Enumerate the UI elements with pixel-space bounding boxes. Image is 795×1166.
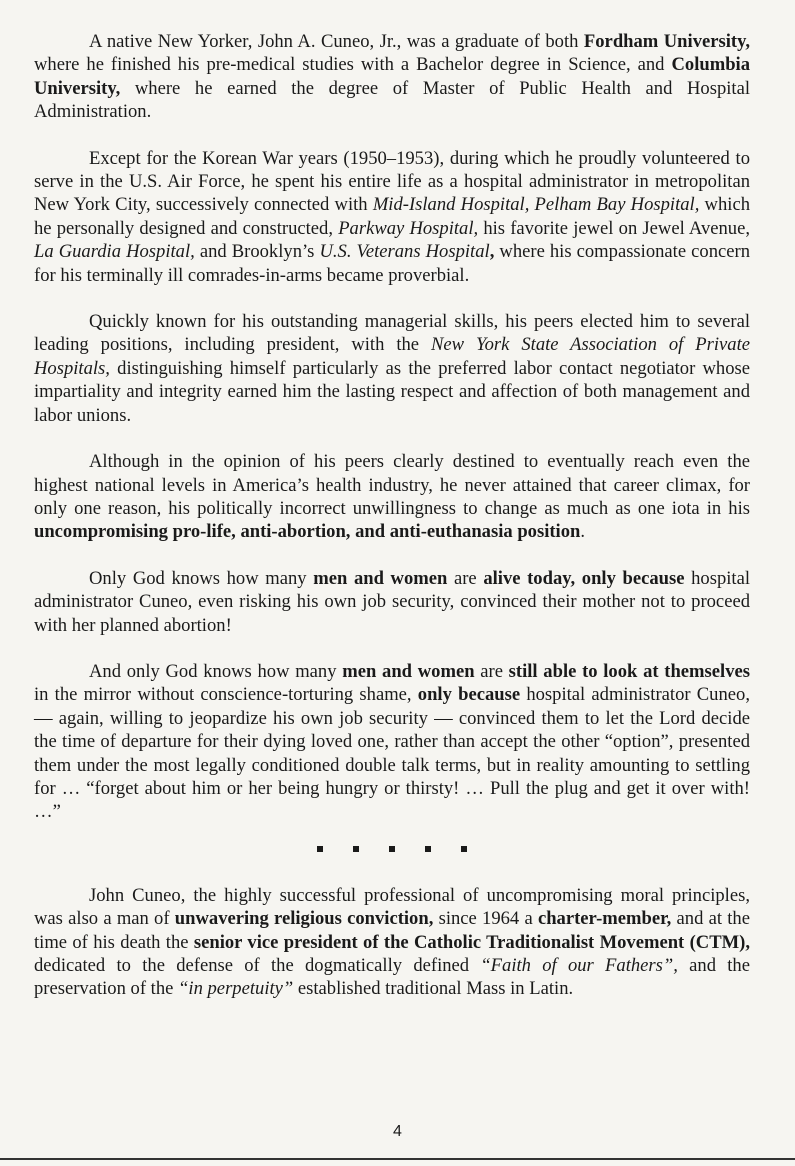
- paragraph-4: [34, 450, 750, 544]
- paragraph-1: [34, 30, 750, 124]
- text-run: John Cuneo, the highly successful professional of uncompromising moral principles, was also a man of: [34, 884, 750, 930]
- text-run: and the preservation of the: [34, 955, 750, 1000]
- text-run: which he personally designed and constructed,: [34, 194, 750, 239]
- bottom-rule: [0, 1158, 795, 1160]
- text-run: and Brooklyn’s: [194, 241, 320, 263]
- text-run: Fordham University,: [583, 31, 751, 52]
- text-run: U.S. Veterans Hospital: [319, 241, 490, 263]
- text-run: where he finished his pre-medical studies with a Bachelor degree in Science, and: [34, 54, 672, 76]
- section-separator: [34, 842, 750, 856]
- text-run: “Faith of our Fathers”,: [480, 955, 678, 976]
- text-run: La Guardia Hospital,: [34, 241, 195, 263]
- text-run: Except for the Korean War years (1950–1953), during which he proudly volunteered to serve in the U.S. Air Force, he spent his entire life as a hospital administrator in metropolitan New York City, successively connected with: [34, 147, 750, 216]
- text-run: established traditional Mass in Latin.: [293, 978, 574, 1000]
- text-run: men and women: [342, 660, 475, 682]
- text-run: Quickly known for his outstanding managerial skills, his peers elected him to several leading positions, including president, with the: [34, 311, 750, 356]
- text-run: still able to look at themselves: [508, 660, 750, 682]
- separator-square: [317, 846, 323, 852]
- text-run: distinguishing himself particularly as the preferred labor contact negotiator whose impartiality and integrity earned him the lasting respect and affection of both management and labor unions.: [34, 357, 750, 426]
- text-run: New York State Association of Private Hospitals,: [34, 334, 750, 379]
- text-run: Parkway Hospital,: [338, 217, 479, 239]
- text-run: charter-member,: [537, 908, 672, 930]
- text-run: senior vice president of the Catholic Traditionalist Movement (CTM),: [193, 931, 750, 953]
- text-run: Although in the opinion of his peers clearly destined to eventually reach even the highest national levels in America’s health industry, he never attained that career climax, for only one reason, his politically incorrect unwillingness to change as much as one iota in his: [34, 451, 750, 519]
- text-run: unwavering religious conviction,: [174, 908, 434, 930]
- paragraph-3: [34, 310, 750, 427]
- paragraph-5: [34, 567, 750, 637]
- text-run: men and women: [313, 567, 448, 589]
- separator-square: [425, 846, 431, 852]
- paragraph-2: [34, 147, 750, 287]
- text-run: dedicated to the defense of the dogmatically defined: [34, 955, 481, 976]
- paragraph-6: [34, 660, 750, 824]
- text-run: ,: [489, 241, 495, 263]
- text-run: “in perpetuity”: [178, 978, 294, 1000]
- text-run: alive today, only because: [483, 567, 685, 589]
- text-run: Mid-Island Hospital, Pelham Bay Hospital,: [372, 194, 700, 216]
- text-run: are: [447, 567, 484, 589]
- paragraph-7: [34, 884, 750, 1001]
- separator-square: [353, 846, 359, 852]
- text-run: and at the time of his death the: [34, 908, 750, 953]
- text-run: are: [474, 660, 509, 682]
- text-run: in the mirror without conscience-torturing shame,: [34, 684, 418, 706]
- text-run: hospital administrator Cuneo, — again, willing to jeopardize his own job security — convinced them to let the Lord decide the time of departure for their dying loved one, rather than accept the other “option”, presented them under the most legally conditioned double talk terms, but in reality amounting to settling for … “forget about him or her being hungry or thirsty! … Pull the plug and get it over with! …”: [34, 684, 750, 823]
- document-page: [34, 30, 750, 1001]
- separator-square: [389, 846, 395, 852]
- text-run: since 1964 a: [433, 908, 538, 930]
- text-run: And only God knows how many: [89, 660, 343, 682]
- text-run: where his compassionate concern for his terminally ill comrades-in-arms became proverbial.: [34, 241, 751, 286]
- page-number: 4: [393, 1123, 402, 1140]
- text-run: .: [580, 521, 586, 543]
- separator-square: [461, 846, 467, 852]
- text-run: Columbia University,: [34, 54, 750, 99]
- text-run: where he earned the degree of Master of Public Health and Hospital Administration.: [34, 77, 750, 123]
- text-run: Only God knows how many: [89, 567, 314, 589]
- text-run: hospital administrator Cuneo, even risking his own job security, convinced their mother not to proceed with her planned abortion!: [34, 567, 751, 636]
- text-run: uncompromising pro-life, anti-abortion, and anti-euthanasia position: [34, 521, 581, 543]
- text-run: his favorite jewel on Jewel Avenue,: [478, 217, 751, 239]
- text-run: A native New Yorker, John A. Cuneo, Jr., was a graduate of both: [89, 31, 584, 52]
- text-run: only because: [417, 684, 521, 706]
